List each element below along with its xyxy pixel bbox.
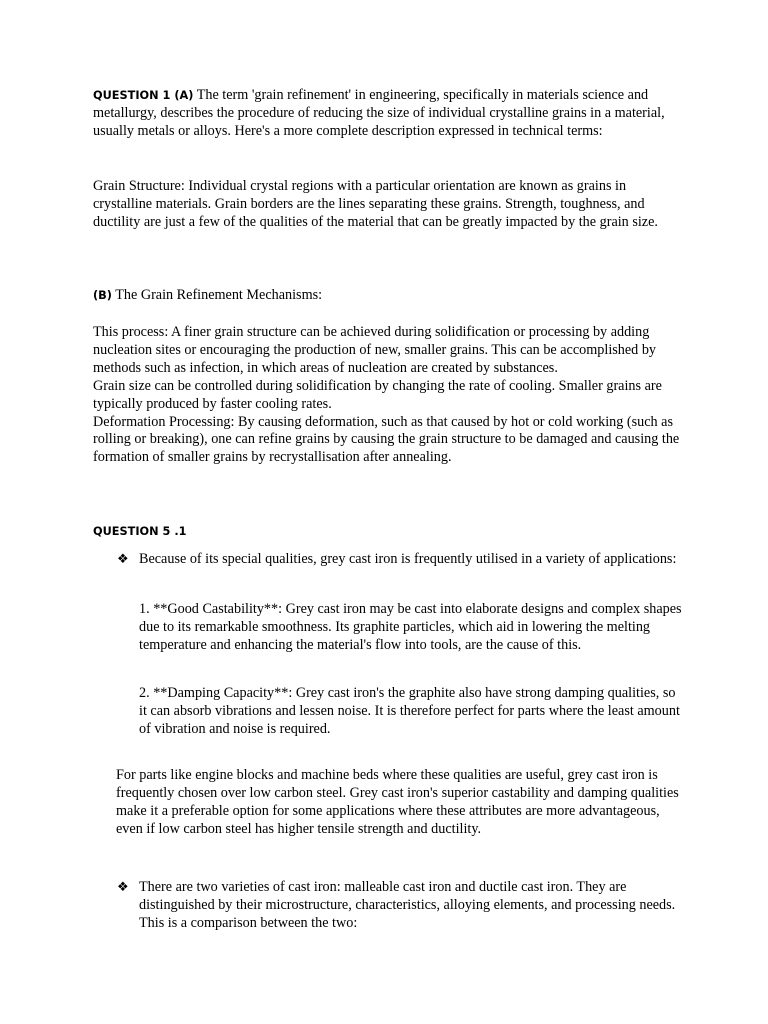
q1-intro-paragraph xyxy=(93,87,685,141)
bullet-cast-iron-varieties: There are two varieties of cast iron: malleable cast iron and ductile cast iron. They are distinguished by their microstructure, characteristics, alloying elements, and processing needs. This is a comparison between the two: xyxy=(139,879,676,931)
q5-heading: QUESTION 5 .1 xyxy=(93,525,187,538)
bullet-grey-cast-iron: Because of its special qualities, grey cast iron is frequently utilised in a variety of applications: xyxy=(139,551,677,567)
diamond-bullet-icon: ❖ xyxy=(117,552,129,567)
mechanism-deformation: Deformation Processing: By causing deformation, such as that caused by hot or cold working (such as rolling or breaking), one can refine grains by causing the grain structure to be damaged and causing the formation of smaller grains by recrystallisation after annealing. xyxy=(93,413,680,466)
q1b-title-text: The Grain Refinement Mechanisms: xyxy=(111,287,323,303)
q1b-title-paragraph xyxy=(93,287,685,305)
point-castability: 1. **Good Castability**: Grey cast iron may be cast into elaborate designs and complex shapes due to its remarkable smoothness. Its graphite particles, which aid in lowering the melting temperature and enhancing the material's flow into tools, are the cause of this. xyxy=(139,601,682,653)
summary-paragraph: For parts like engine blocks and machine beds where these qualities are useful, grey cast iron is frequently chosen over low carbon steel. Grey cast iron's superior castability and damping qualities make it a preferable option for some applications where these attributes are more advantageous, even if low carbon steel has higher tensile strength and ductility. xyxy=(116,767,679,837)
q1-intro-text: The term 'grain refinement' in engineering, specifically in materials science and metallurgy, describes the procedure of reducing the size of individual crystalline grains in a material, usually metals or alloys. Here's a more complete description expressed in technical terms: xyxy=(93,87,665,139)
grain-structure-paragraph: Grain Structure: Individual crystal regions with a particular orientation are known as grains in crystalline materials. Grain borders are the lines separating these grains. Strength, toughness, and ductility are just a few of the qualities of the material that can be greatly impacted by the grain size. xyxy=(93,178,658,230)
q1-label: QUESTION 1 (A) xyxy=(93,89,194,102)
point-damping: 2. **Damping Capacity**: Grey cast iron's the graphite also have strong damping qualities, so it can absorb vibrations and lessen noise. It is therefore perfect for parts where the least amount of vibration and noise is required. xyxy=(139,685,680,737)
mechanism-nucleation: This process: A finer grain structure can be achieved during solidification or processing by adding nucleation sites or encouraging the production of new, smaller grains. This can be accomplished by methods such as infection, in which areas of nucleation are created by substances. xyxy=(93,324,657,376)
mechanisms-paragraph xyxy=(93,324,685,467)
diamond-bullet-icon: ❖ xyxy=(117,880,129,895)
mechanism-cooling: Grain size can be controlled during solidification by changing the rate of cooling. Smaller grains are typically produced by faster cooling rates. xyxy=(93,377,662,412)
q1b-label: (B) xyxy=(93,289,112,302)
